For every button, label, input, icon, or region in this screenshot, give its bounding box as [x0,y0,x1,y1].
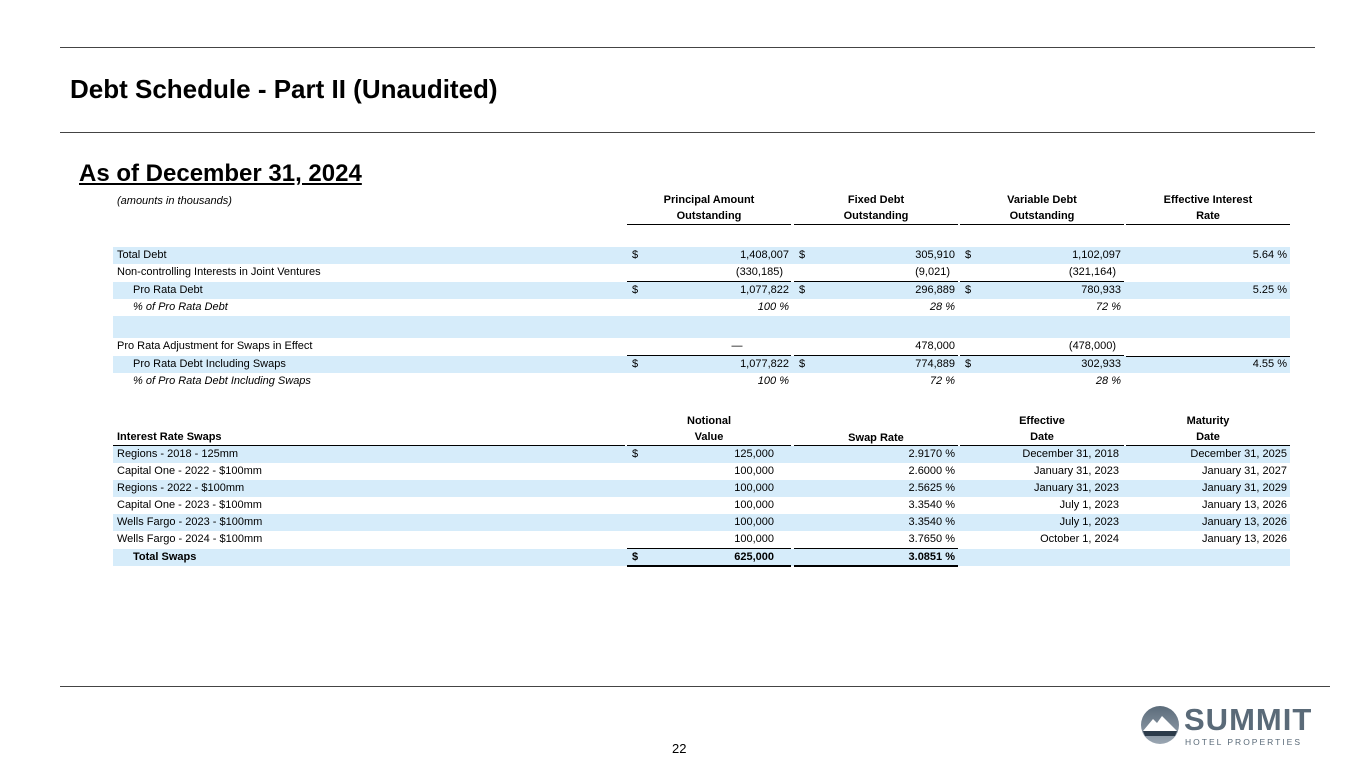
table-row [113,316,1290,338]
swap-rate: 2.9170 % [908,448,955,460]
row-label: Pro Rata Debt Including Swaps [133,358,286,370]
currency: $ [799,249,806,261]
col-header-maturity: Maturity Date [1186,415,1230,443]
currency: $ [965,284,972,296]
col-header-principal: Principal Amount Outstanding [663,194,755,222]
swap-rate: 2.6000 % [908,465,955,477]
currency: $ [632,284,639,296]
table-row [113,446,1290,463]
effective-date: July 1, 2023 [1059,516,1119,528]
table-row [113,264,1290,281]
swaps-label-header: Interest Rate Swaps [117,431,222,443]
variable: 72 % [1095,301,1121,313]
as-of-date: As of December 31, 2024 [79,160,362,187]
debt-table [113,190,1290,390]
table-row [113,373,1290,390]
row-label: Non-controlling Interests in Joint Ventures [117,266,321,278]
effective-date: January 31, 2023 [1033,482,1119,494]
swap-name: Wells Fargo - 2024 - $100mm [117,533,263,545]
table-row [113,531,1290,548]
notional: 100,000 [734,499,774,511]
principal: 1,077,822 [740,284,789,296]
col-header-swap-rate: Swap Rate [848,432,904,444]
company-logo [1140,702,1320,747]
swaps-table [113,412,1290,572]
principal: — [731,340,743,352]
maturity-date: January 31, 2027 [1201,465,1287,477]
total-row [113,549,1290,566]
principal: 1,408,007 [740,249,789,261]
swap-name: Capital One - 2022 - $100mm [117,465,262,477]
effective-date: October 1, 2024 [1040,533,1119,545]
currency: $ [632,448,639,460]
rate: 5.25 % [1252,284,1287,296]
principal: (330,185) [735,266,783,278]
rate: 5.64 % [1252,249,1287,261]
rate: 4.55 % [1252,358,1287,370]
notional: 100,000 [734,516,774,528]
logo-wordmark: SUMMIT [1184,702,1313,737]
col-header-effective: Effective Date [1019,415,1065,443]
swap-rate: 3.3540 % [908,499,955,511]
maturity-date: January 31, 2029 [1201,482,1287,494]
swap-rate: 2.5625 % [908,482,955,494]
maturity-date: January 13, 2026 [1201,499,1287,511]
title-rule [60,132,1315,133]
variable: 28 % [1095,375,1121,387]
table-row [113,514,1290,531]
logo-tagline: HOTEL PROPERTIES [1185,737,1303,747]
col-header-notional: Notional Value [687,415,731,443]
top-rule [60,47,1315,48]
total-swap-rate: 3.0851 % [908,551,955,563]
fixed: (9,021) [915,266,950,278]
principal: 100 % [757,375,789,387]
col-header-fixed: Fixed Debt Outstanding [843,194,909,222]
row-label: Total Debt [117,249,167,261]
table-row [113,299,1290,316]
row-label: % of Pro Rata Debt [133,301,228,313]
fixed: 28 % [929,301,955,313]
table-row [113,480,1290,497]
table-row [113,338,1290,355]
variable: (478,000) [1068,340,1116,352]
fixed: 478,000 [915,340,955,352]
col-header-rate: Effective Interest Rate [1163,194,1253,222]
currency: $ [632,551,639,563]
currency: $ [799,358,806,370]
effective-date: July 1, 2023 [1059,499,1119,511]
swap-name: Capital One - 2023 - $100mm [117,499,262,511]
fixed: 305,910 [915,249,955,261]
table-row [113,463,1290,480]
mountain-icon [1140,705,1180,745]
swap-name: Regions - 2018 - 125mm [117,448,239,460]
notional: 100,000 [734,482,774,494]
maturity-date: January 13, 2026 [1201,533,1287,545]
table-row [113,247,1290,264]
swap-rate: 3.3540 % [908,516,955,528]
variable: 302,933 [1081,358,1121,370]
currency: $ [965,358,972,370]
notional: 100,000 [734,465,774,477]
currency: $ [965,249,972,261]
notional: 125,000 [734,448,774,460]
fixed: 72 % [929,375,955,387]
principal: 100 % [757,301,789,313]
swap-rate: 3.7650 % [908,533,955,545]
col-header-variable: Variable Debt Outstanding [1007,194,1077,222]
row-label: % of Pro Rata Debt Including Swaps [133,375,311,387]
page-number: 22 [672,741,687,756]
row-label: Pro Rata Adjustment for Swaps in Effect [117,340,313,352]
maturity-date: January 13, 2026 [1201,516,1287,528]
fixed: 296,889 [915,284,955,296]
table-row [113,497,1290,514]
amounts-note: (amounts in thousands) [117,195,232,207]
variable: 1,102,097 [1072,249,1121,261]
swap-name: Wells Fargo - 2023 - $100mm [117,516,263,528]
table-row [113,282,1290,299]
page-title: Debt Schedule - Part II (Unaudited) [70,74,498,104]
currency: $ [632,249,639,261]
variable: 780,933 [1081,284,1121,296]
effective-date: January 31, 2023 [1033,465,1119,477]
footer-rule [60,686,1330,687]
table-row [113,356,1290,373]
notional: 100,000 [734,533,774,545]
row-label: Pro Rata Debt [133,284,203,296]
variable: (321,164) [1068,266,1116,278]
total-notional: 625,000 [734,551,774,563]
effective-date: December 31, 2018 [1022,448,1119,460]
currency: $ [799,284,806,296]
maturity-date: December 31, 2025 [1190,448,1287,460]
swap-name: Regions - 2022 - $100mm [117,482,245,494]
fixed: 774,889 [915,358,955,370]
total-label: Total Swaps [133,551,197,563]
currency: $ [632,358,639,370]
principal: 1,077,822 [740,358,789,370]
